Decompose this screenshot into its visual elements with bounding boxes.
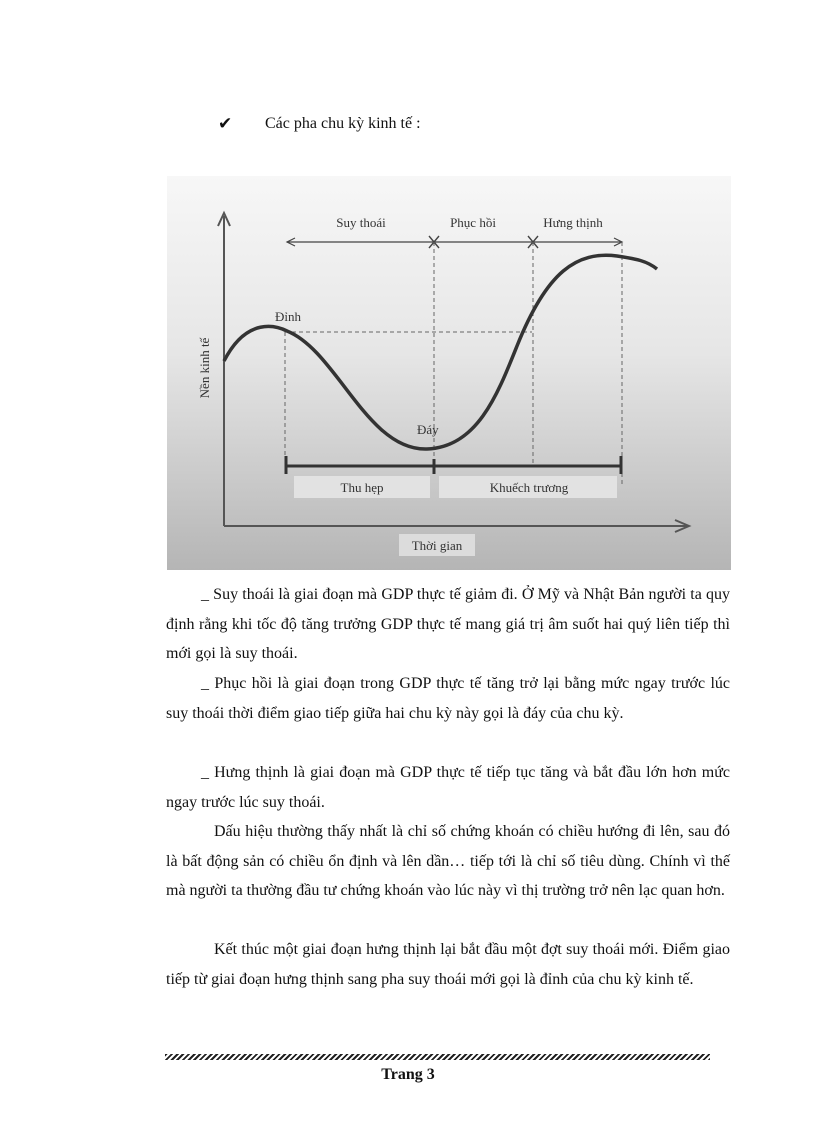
- contraction-label: Thu hẹp: [340, 480, 384, 495]
- expansion-label: Khuếch trương: [489, 480, 569, 495]
- paragraph-recovery: [166, 669, 730, 728]
- paragraph-text: _ Hưng thịnh là giai đoạn mà GDP thực tế tiếp tục tăng và bắt đầu lớn hơn mức ngay trước lúc suy thoái.: [166, 764, 730, 811]
- phase-label-recession: Suy thoái: [336, 215, 386, 230]
- paragraph-signs: [166, 817, 730, 906]
- heading-text: Các pha chu kỳ kinh tế :: [265, 115, 421, 132]
- paragraph-text: _ Phục hồi là giai đoạn trong GDP thực tế tăng trở lại bằng mức ngay trước lúc suy thoái thời điểm giao tiếp giữa hai chu kỳ này gọi là đáy của chu kỳ.: [166, 675, 730, 722]
- paragraph-text: _ Suy thoái là giai đoạn mà GDP thực tế giảm đi. Ở Mỹ và Nhật Bản người ta quy định rằng khi tốc độ tăng trưởng GDP thực tế mang giá trị âm suốt hai quý liên tiếp thì mới gọi là suy thoái.: [166, 586, 730, 662]
- y-axis-label: Nền kinh tế: [197, 337, 212, 399]
- paragraph-recession: [166, 580, 730, 669]
- business-cycle-diagram: [167, 176, 731, 570]
- business-cycle-figure: [167, 176, 731, 570]
- section-heading: [218, 114, 421, 134]
- check-icon: ✔: [218, 114, 233, 133]
- x-axis-label: Thời gian: [411, 538, 463, 553]
- paragraph-boom: [166, 758, 730, 817]
- page-number: Trang 3: [381, 1066, 435, 1083]
- trough-label: Đáy: [417, 422, 439, 437]
- paragraph-text: Kết thúc một giai đoạn hưng thịnh lại bắt đầu một đợt suy thoái mới. Điểm giao tiếp từ giai đoạn hưng thịnh sang pha suy thoái mới gọi là đỉnh của chu kỳ kinh tế.: [166, 941, 730, 988]
- paragraph-peak: [166, 935, 730, 994]
- phase-label-recovery: Phục hồi: [450, 215, 496, 230]
- paragraph-text: Dấu hiệu thường thấy nhất là chỉ số chứng khoán có chiều hướng đi lên, sau đó là bất động sản có chiều ổn định và lên dần… tiếp tới là chỉ số tiêu dùng. Chính vì thế mà người ta thường đầu tư chứng khoán vào lúc này vì thị trường trở nên lạc quan hơn.: [166, 823, 730, 899]
- footer-divider: [165, 1054, 710, 1060]
- figure-background: [167, 176, 731, 570]
- phase-label-boom: Hưng thịnh: [543, 215, 603, 230]
- peak-label: Đỉnh: [275, 309, 301, 324]
